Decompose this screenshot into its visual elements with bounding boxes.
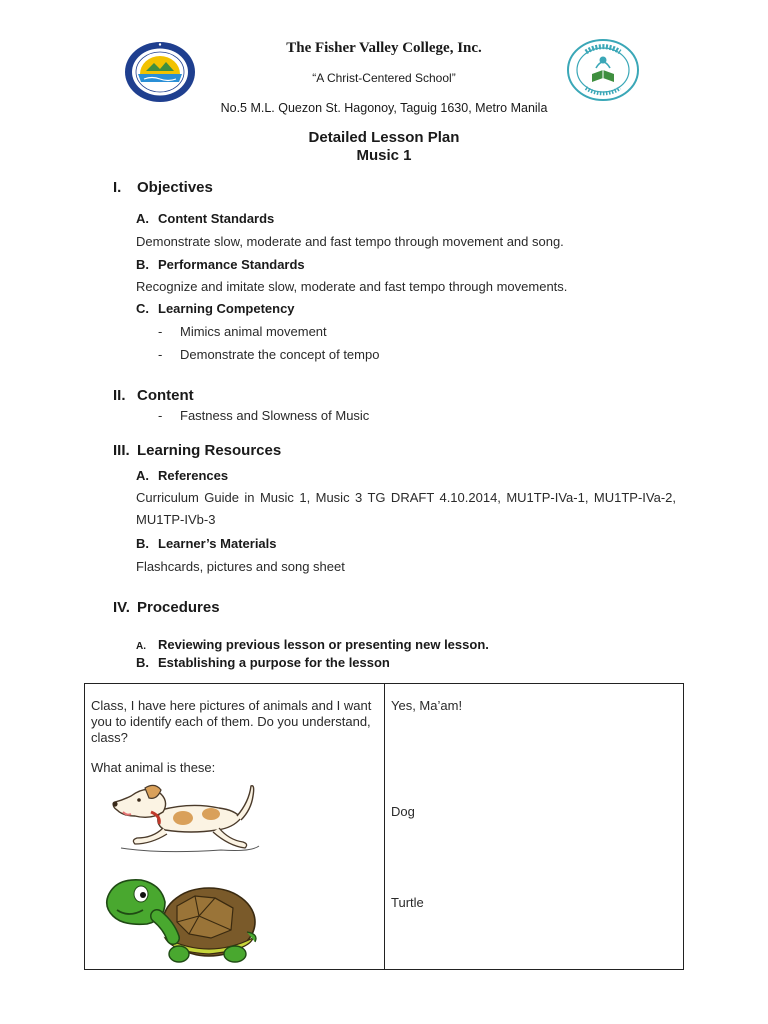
item-letter: A. [136, 468, 149, 483]
item-title: Performance Standards [158, 257, 305, 272]
title-line-2: Music 1 [356, 147, 412, 164]
section-objectives-heading [113, 179, 213, 196]
item-letter: C. [136, 301, 149, 316]
references-text: Curriculum Guide in Music 1, Music 3 TG DRAFT 4.10.2014, MU1TP-IVa-1, MU1TP-IVa-2, MU1TP-IVb-3 [136, 490, 676, 527]
document-title [0, 129, 768, 165]
section-number: III. [113, 442, 130, 459]
answer-dog-text: Dog [391, 804, 415, 819]
teacher-intro-text: Class, I have here pictures of animals and I want you to identify each of them. Do you understand, class? [91, 698, 372, 745]
title-line-1: Detailed Lesson Plan [308, 129, 460, 146]
item-letter: B. [136, 536, 149, 551]
references-heading [136, 468, 228, 483]
section-title: Learning Resources [137, 442, 282, 459]
item-title: Learner’s Materials [158, 536, 277, 551]
procedure-b-heading [136, 655, 390, 670]
school-name: The Fisher Valley College, Inc. [286, 40, 482, 56]
competency-item-text: Mimics animal movement [180, 324, 327, 339]
item-letter: A. [136, 211, 149, 226]
student-reply-text: Yes, Ma’am! [391, 698, 463, 713]
item-title: Learning Competency [158, 301, 295, 316]
item-title: Content Standards [158, 211, 275, 226]
college-of-education-logo [566, 38, 640, 102]
item-title: Reviewing previous lesson or presenting new lesson. [158, 637, 489, 652]
content-standards-heading [136, 211, 274, 226]
section-procedures-heading [113, 599, 220, 616]
teacher-question-text: What animal is these: [91, 760, 216, 775]
item-title: Establishing a purpose for the lesson [158, 655, 390, 670]
performance-standards-heading [136, 257, 305, 272]
competency-item-text: Demonstrate the concept of tempo [180, 347, 380, 362]
learners-materials-heading [136, 536, 277, 551]
section-learning-resources-heading [113, 442, 281, 459]
learning-competency-heading [136, 301, 295, 316]
section-title: Procedures [137, 599, 220, 616]
section-content-heading [113, 387, 194, 404]
item-letter: B. [136, 655, 149, 670]
content-item-text: Fastness and Slowness of Music [180, 408, 370, 423]
competency-item: - Mimics animal movement [158, 324, 327, 339]
section-title: Objectives [137, 179, 213, 196]
section-number: II. [113, 387, 126, 404]
performance-standards-text: Recognize and imitate slow, moderate and fast tempo through movements. [136, 279, 568, 294]
dog-illustration-icon [101, 780, 263, 860]
competency-item: - Demonstrate the concept of tempo [158, 347, 380, 362]
answer-turtle-text: Turtle [391, 895, 424, 910]
item-letter: B. [136, 257, 149, 272]
section-number: I. [113, 179, 122, 196]
section-title: Content [137, 387, 194, 404]
section-number: IV. [113, 599, 130, 616]
content-item: - Fastness and Slowness of Music [158, 408, 370, 423]
school-motto: “A Christ-Centered School” [312, 71, 456, 85]
learners-materials-text: Flashcards, pictures and song sheet [136, 559, 345, 574]
school-address: No.5 M.L. Quezon St. Hagonoy, Taguig 1630, Metro Manila [220, 101, 548, 115]
turtle-illustration-icon [99, 876, 261, 966]
item-letter: A. [136, 641, 146, 652]
content-standards-text: Demonstrate slow, moderate and fast tempo through movement and song. [136, 234, 564, 249]
procedure-a-heading [136, 637, 489, 652]
column-divider [384, 684, 385, 969]
item-title: References [158, 468, 229, 483]
teacher-student-dialogue-table [84, 683, 684, 970]
